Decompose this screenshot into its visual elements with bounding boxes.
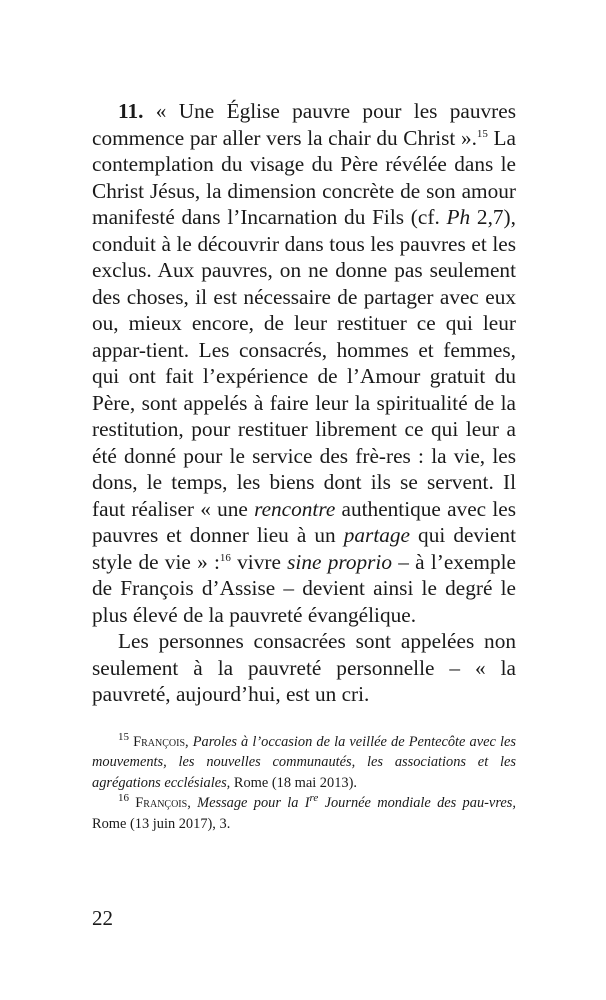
footnote-15 [92,732,516,794]
paragraph-text: vivre [230,549,288,574]
footnote-title [197,792,516,811]
quote-text: « Une Église pauvre pour les pauvres commence par aller vers la chair du Christ ». [92,99,516,150]
body-text [92,98,516,708]
footnote-title: Paroles à l’occasion de la veillée de Pentecôte avec les mouvements, les nouvelles communautés, les associations et les agrégations ecclésiales, [92,733,516,791]
paragraph-number: 11. [118,99,144,123]
footnote-author: François, [133,733,189,750]
paragraph-text: – à l’exemple de François d’Assise – devient ainsi le degré le plus élevé de la pauvreté évangélique. [92,549,516,627]
paragraph-text: qui devient style de vie » : [92,523,516,574]
paragraph-continuation: Les personnes consacrées sont appelées non seulement à la pauvreté personnelle – « la pauvreté, aujourd’hui, est un cri. [92,629,516,706]
footnote-16 [92,793,516,834]
page-number: 22 [92,906,113,930]
footnote-author: François, [135,795,191,811]
footnote-ref-16: 16 [219,551,231,564]
footnote-number: 16 [118,792,129,805]
footnote-ref-15: 15 [476,127,488,140]
paragraph-11 [92,98,516,628]
paragraph-text: 2,7), conduit à le découvrir dans tous les pauvres et les exclus. Aux pauvres, on ne donne pas seulement des choses, il est nécessaire de partager avec eux ou, mieux encore, de leur restituer ce qui leur appar-tient. Les consacrés, hommes et femmes, qui ont fait l’expérience de l’Amour gratuit du Père, sont appelés à faire leur la spiritualité de la restitution, pour restituer librement ce qui leur a été donné pour le service des frè-res : la vie, les dons, le temps, les biens dont ils se servent. Il faut réaliser « une [92,205,516,521]
footnote-title-part: Journée mondiale des pau-vres, [318,795,516,811]
page-content [92,98,516,834]
italic-term: partage [343,523,410,547]
bible-ref: Ph [446,205,471,229]
italic-term: sine proprio [287,549,392,574]
italic-term: rencontre [254,496,336,521]
ordinal-suffix: re [309,792,319,805]
footnote-details: Rome (13 juin 2017), 3. [92,815,231,832]
paragraph-text: authentique avec les pauvres et donner lieu à un [92,496,516,547]
paragraph-text: La contemplation du visage du Père révélée dans le Christ Jésus, la dimension concrète de son amour manifesté dans l’Incarnation du Fils (cf. [92,125,517,229]
footnotes [92,732,516,835]
footnote-title-part: Message pour la I [197,795,310,811]
footnote-details: Rome (18 mai 2013). [230,774,357,791]
footnote-number: 15 [118,730,129,743]
